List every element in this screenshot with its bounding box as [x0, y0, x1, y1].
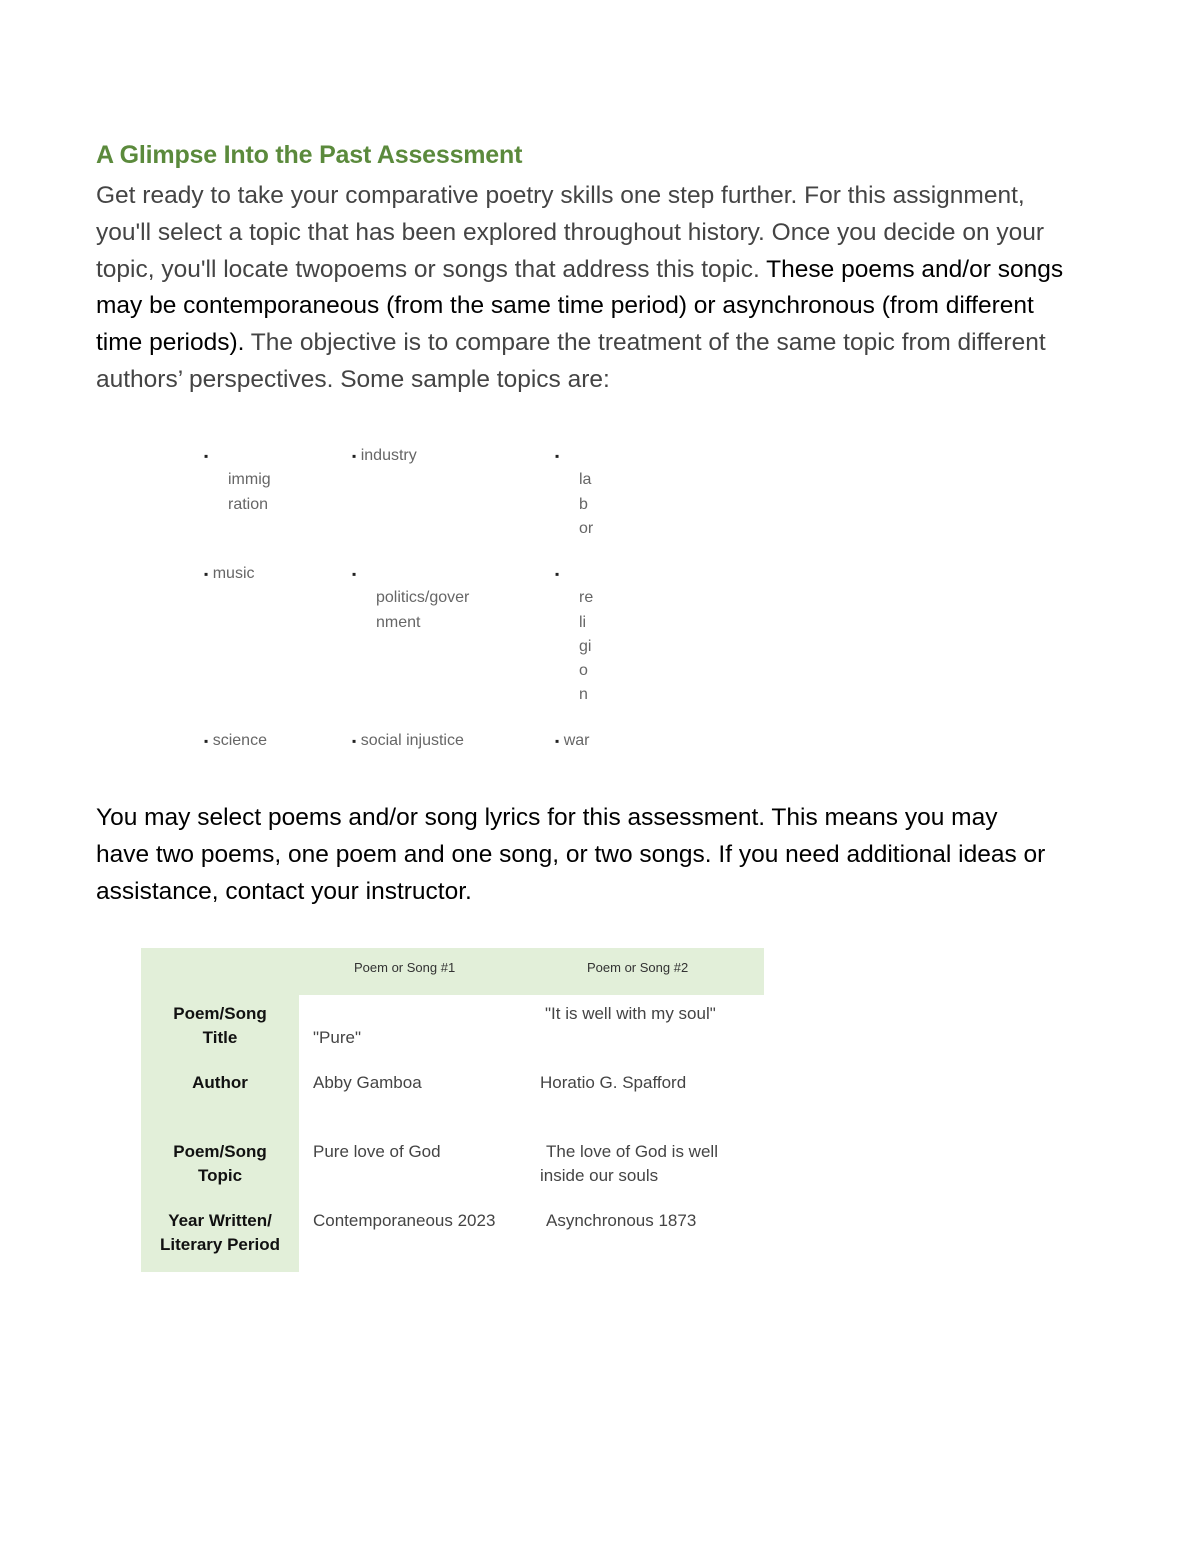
row-label-title: Poem/Song Title [173, 1004, 267, 1047]
cell-year-1: Contemporaneous 2023 [313, 1211, 496, 1230]
bullet-icon: ▪ [204, 567, 209, 581]
cell-year-2: Asynchronous 1873 [546, 1211, 697, 1230]
header-poem-2: Poem or Song #2 [587, 960, 689, 975]
row-label-topic: Poem/Song Topic [173, 1142, 267, 1185]
cell-title-2: "It is well with my soul" [545, 1004, 716, 1023]
selection-paragraph: You may select poems and/or song lyrics for this assessment. This means you may have two poems, one poem and one song, or two songs. If you need additional ideas or assistance, contact your instructor. [96, 804, 1046, 905]
cell-author-1: Abby Gamboa [313, 1073, 422, 1092]
topic-politics-government: ▪ politics/gover nment [352, 567, 470, 631]
intro-part-3: The objective is to compare the treatment of the same topic from different authors’ perspectives. Some sample topics are: [96, 329, 1046, 393]
bullet-icon: ▪ [555, 734, 560, 748]
bullet-icon: ▪ [352, 449, 357, 463]
bullet-icon: ▪ [555, 567, 560, 581]
page-title: A Glimpse Into the Past Assessment [96, 141, 523, 169]
bullet-icon: ▪ [204, 449, 209, 463]
topic-music: ▪ music [204, 565, 255, 582]
header-poem-1: Poem or Song #1 [354, 960, 456, 975]
row-label-year: Year Written/ Literary Period [160, 1211, 280, 1254]
cell-author-2: Horatio G. Spafford [540, 1073, 687, 1092]
intro-part-1: Get ready to take your comparative poetry skills one step further. For this assignment, you'll select a topic that has been explored throughout history. Once you decide on your topic, you'll locate twopoems or songs that address this topic. [96, 182, 1045, 283]
topic-labor: ▪ la b or [555, 449, 594, 537]
bullet-icon: ▪ [352, 567, 357, 581]
cell-topic-1: Pure love of God [313, 1142, 441, 1161]
topic-immigration: ▪ immig ration [204, 449, 271, 513]
bullet-icon: ▪ [204, 734, 209, 748]
topic-war: ▪ war [555, 732, 590, 749]
row-label-author: Author [192, 1073, 248, 1092]
topic-social-injustice: ▪ social injustice [352, 732, 464, 749]
cell-title-1: "Pure" [313, 1028, 361, 1047]
topic-religion: ▪ re li gi o n [555, 567, 594, 704]
intro-paragraph [96, 178, 1086, 399]
intro-part-2: These poems and/or songs may be contemporaneous (from the same time period) or asynchronous (from different time periods). [96, 255, 1064, 357]
bullet-icon: ▪ [352, 734, 357, 748]
bullet-icon: ▪ [555, 449, 560, 463]
topic-industry: ▪ industry [352, 447, 417, 464]
cell-topic-2: The love of God is well inside our souls [540, 1142, 718, 1185]
topic-science: ▪ science [204, 732, 267, 749]
